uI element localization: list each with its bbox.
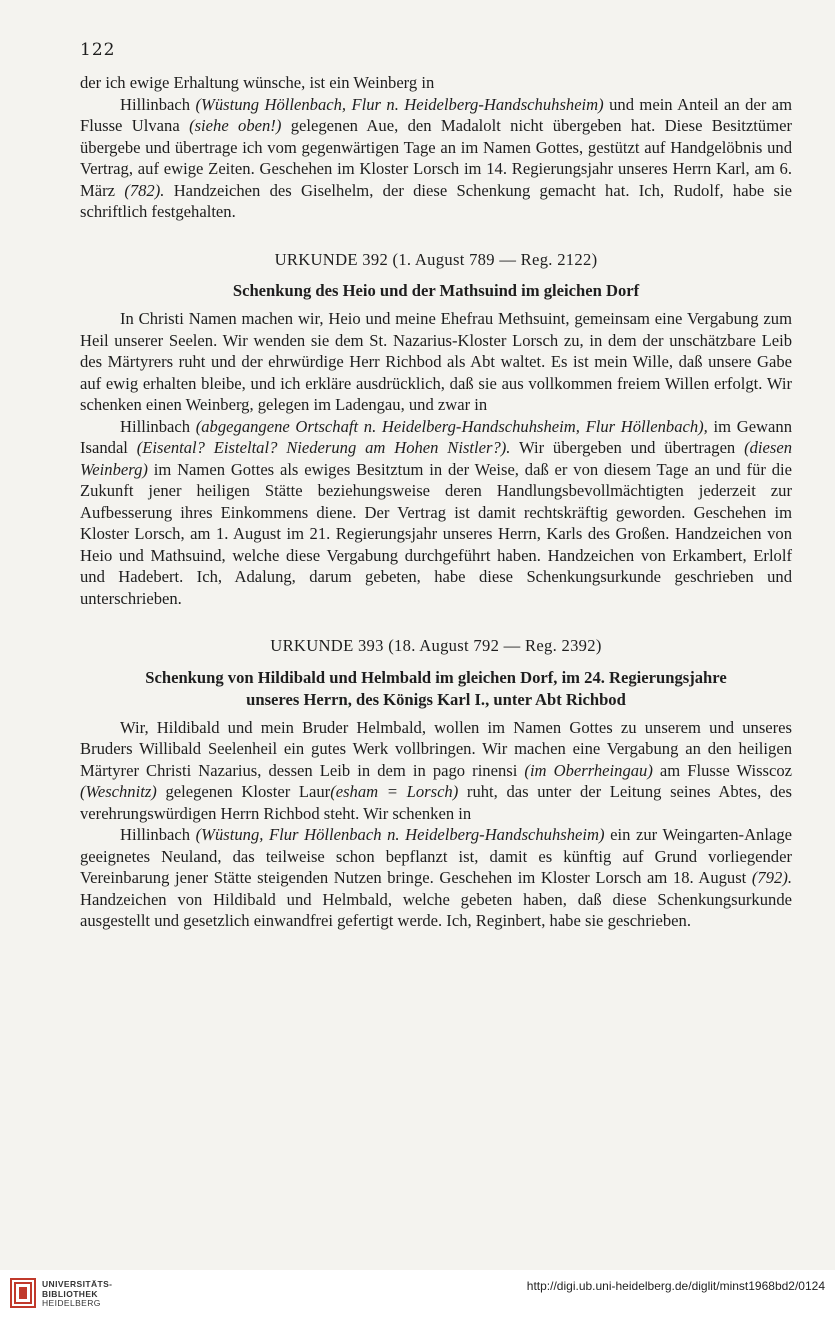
library-footer [0, 1270, 835, 1325]
urkunde-392-paragraph-2: Hillinbach (abgegangene Ortschaft n. Heidelberg-Handschuhsheim, Flur Höllenbach), im Gewann Isandal (Eisental? Eisteltal? Niederung am Hohen Nistler?). Wir übergeben und übertragen (diesen Weinberg) im Namen Gottes als ewiges Besitztum in der Weise, daß er von diesem Tage an und für die Zukunft jener heiligen Stätte beziehungsweise deren Handlungsbevollmächtigten jederzeit zur Aufbesserung ihres Einkommens diene. Der Vertrag ist damit rechtskräftig geworden. Geschehen im Kloster Lorsch, am 1. August im 21. Regierungsjahr unseres Herrn, Karls des Großen. Handzeichen von Heio und Mathsuind, welche diese Vergabung durchgeführt haben. Handzeichen von Erkambert, Erlolf und Hadebert. Ich, Adalung, darum gebeten, habe diese Schenkungsurkunde geschrieben und unterschrieben. [80, 416, 792, 608]
urkunde-392-title: Schenkung des Heio und der Mathsuind im gleichen Dorf [232, 281, 640, 300]
urkunde-393-paragraph-1: Wir, Hildibald und mein Bruder Helmbald, wollen im Namen Gottes zu unserem und unseres Bruders Willibald Seelenheil ein gutes Werk vollbringen. Wir machen eine Vergabung an den heiligen Märtyrer Christi Nazarius, dessen Leib in dem in pago rinensi (im Oberrheingau) am Flusse Wisscoz (Weschnitz) gelegenen Kloster Laur(esham = Lorsch) ruht, das unter der Leitung seines Abtes, des verehrungswürdigen Herrn Richbod steht. Wir schenken in [80, 717, 793, 823]
university-library-logo-icon [10, 1278, 36, 1308]
document-body [80, 72, 792, 932]
page-number: 122 [80, 40, 116, 60]
library-name: UNIVERSITÄTS- BIBLIOTHEK HEIDELBERG [42, 1279, 113, 1308]
intro-paragraph: Hillinbach (Wüstung Höllenbach, Flur n. Heidelberg-Handschuhsheim) und mein Anteil an der am Flusse Ulvana (siehe oben!) gelegenen Aue, den Madalolt nicht übergeben hat. Diese Besitztümer übergebe und übertrage ich vom gegenwärtigen Tage an im Namen Gottes, gestützt auf Handgelöbnis und Vertrag, auf ewige Zeiten. Geschehen im Kloster Lorsch im 14. Regierungsjahr unseres Herrn Karl, am 6. März (782). Handzeichen des Giselhelm, der diese Schenkung gemacht hat. Ich, Rudolf, habe sie schriftlich festgehalten. [80, 94, 792, 221]
urkunde-392-paragraph-1: In Christi Namen machen wir, Heio und meine Ehefrau Methsuint, gemeinsam eine Vergabung zum Heil unserer Seelen. Wir wenden sie dem St. Nazarius-Kloster Lorsch zu, in dem der unschätzbare Leib des Märtyrers ruht und der ehrwürdige Herr Richbod als Abt waltet. Es ist mein Wille, daß unsere Gabe auf ewig erhalten bleibe, und ich erkläre ausdrücklich, daß sie aus vollkommen freiem Willen erfolgt. Wir schenken einen Weinberg, gelegen im Ladengau, und zwar in [80, 309, 792, 414]
urkunde-393-paragraph-2: Hillinbach (Wüstung, Flur Höllenbach n. Heidelberg-Handschuhsheim) ein zur Weingarten-Anlage geeignetes Neuland, das teilweise schon bepflanzt ist, damit es künftig auf Grund vorliegender Vereinbarung jener Stätte steigenden Nutzen bringe. Geschehen im Kloster Lorsch am 18. August (792). Handzeichen von Hildibald und Helmbald, welche gebeten haben, daß diese Schenkungsurkunde ausgestellt und gesetzlich einwandfrei gefertigt werde. Ich, Reginbert, habe sie geschrieben. [80, 825, 792, 930]
urkunde-393-title: Schenkung von Hildibald und Helmbald im gleichen Dorf, im 24. Regierungsjahre unseres Herrn, des Königs Karl I., unter Abt Richbod [145, 667, 727, 709]
urkunde-392-heading: URKUNDE 392 (1. August 789 — Reg. 2122) [274, 249, 598, 269]
urkunde-393-heading: URKUNDE 393 (18. August 792 — Reg. 2392) [270, 636, 602, 655]
permalink-url[interactable]: http://digi.ub.uni-heidelberg.de/diglit/minst1968bd2/0124 [526, 1279, 825, 1293]
intro-line-1: der ich ewige Erhaltung wünsche, ist ein Weinberg in [80, 73, 435, 92]
